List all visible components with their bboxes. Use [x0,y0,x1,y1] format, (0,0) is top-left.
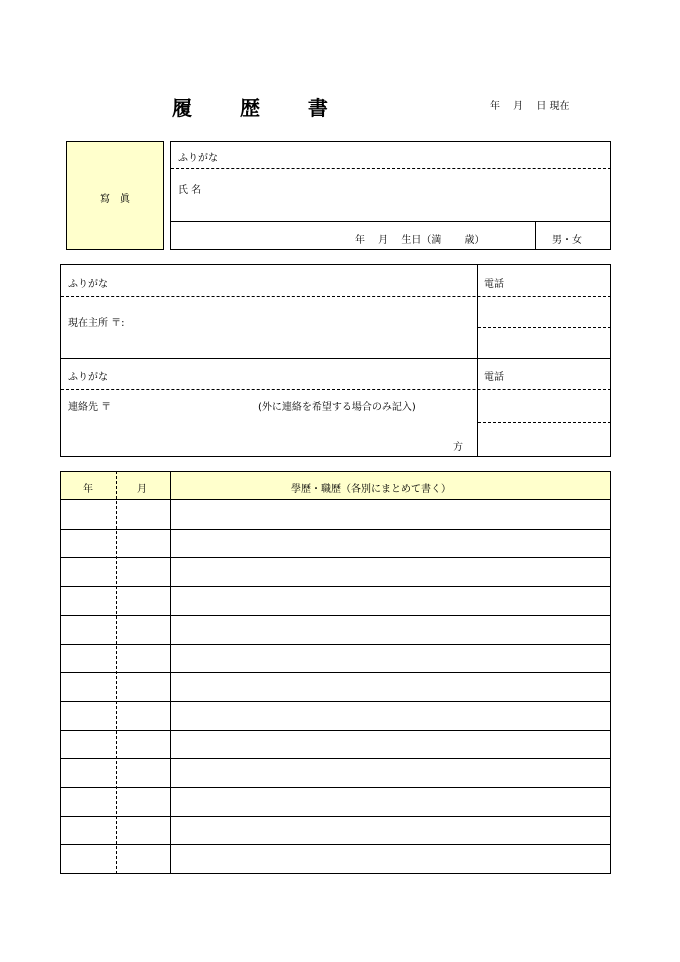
address-box [60,264,611,457]
address-divider [61,358,611,359]
title-char-1: 履 [172,96,192,120]
table-row-divider [60,787,611,788]
table-row-divider [60,586,611,587]
gender-divider [535,221,536,250]
gender-label: 男・女 [552,235,582,246]
title-char-3: 書 [307,96,328,120]
phone-dashed-2 [478,422,611,423]
phone-label: 電話 [484,279,504,290]
table-row-divider [60,672,611,673]
name-furigana-label: ふりがな [178,153,218,164]
photo-label: 寫 眞 [100,194,130,205]
col-description: 學歷・職歷（各別にまとめて書く） [291,484,451,495]
page-title [172,92,328,121]
name-divider-dashed [171,168,611,169]
phone-column-divider [477,264,478,457]
name-divider [171,221,611,222]
table-row-divider [60,557,611,558]
birth-label: 年 月 生日（満 歳） [355,235,485,246]
table-row-divider [60,730,611,731]
contact-suffix: 方 [453,442,463,453]
table-row-divider [60,644,611,645]
table-row-divider [60,701,611,702]
table-row-divider [60,816,611,817]
address-dashed-2 [61,389,611,390]
address-dashed-1 [61,296,611,297]
col-month: 月 [137,484,147,495]
phone-label-2: 電話 [484,372,504,383]
contact-furigana-label: ふりがな [68,372,108,383]
col-year: 年 [83,484,93,495]
contact-label: 連絡先 〒 [68,402,112,413]
address-furigana-label: ふりがな [68,279,108,290]
table-row-divider [60,615,611,616]
table-row-divider [60,529,611,530]
table-row-divider [60,758,611,759]
contact-note: (外に連絡を希望する場合のみ記入) [258,402,416,413]
title-char-2: 歴 [239,96,260,120]
table-row-divider [60,844,611,845]
address-label: 現在主所 〒: [68,318,125,329]
phone-dashed-1 [478,327,611,328]
name-label: 氏 名 [178,185,202,196]
date-label: 年 月 日 現在 [490,101,570,112]
